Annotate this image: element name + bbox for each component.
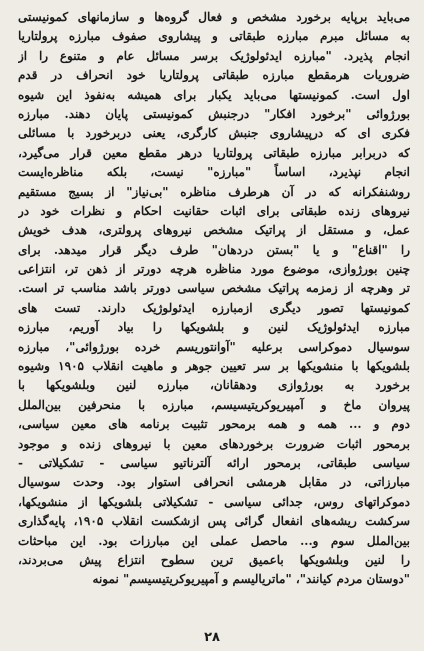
text-line: را لنین وبلشویکها باعمیق ترین سطوح انتزاع پیش می‌بردند، xyxy=(18,552,410,567)
text-line: انجام پذیرد. "مبارزه ایدئولوژیک برسر مسائل عام و متنوع را از xyxy=(18,48,410,63)
text-line: سیاسی طبقاتی، برمحور ارائه آلترناتیو سیاسی - تشکیلاتی - xyxy=(18,455,410,470)
text-line: مبارزه ایدئولوژیک لنین و بلشویکها را بیاد آوریم، مبارزه xyxy=(18,320,410,335)
text-line: پیروان ماخ و آمپیریوکریتیسیسم، مبارزه با منحرفین بین‌الملل xyxy=(18,397,410,412)
text-line: عمل، و مستقل از پراتیک مشخص نیروهای پرولتری، هدف خویش xyxy=(18,223,410,238)
text-line: که دربرابر مبارزه طبقاتی پرولتاریا درهر مقطع معین قرار می‌گیرد، xyxy=(18,145,410,160)
text-line: انجام نپذیرد، اساساً "مبارزه" نیست، بلکه مناظره‌ایست xyxy=(18,165,410,180)
text-line: "دوستان مردم کیانند"، "ماتریالیسم و آمپیریوکریتیسیسم" نمونه xyxy=(92,572,410,587)
text-line: به مسائل مبرم مبارزه طبقاتی و پیشاروی صفوف مبارزه پرولتاریا xyxy=(18,29,410,44)
text-line: بورژوائی "برخورد افکار" درجنبش کمونیستی پایان دهند. مبارزه xyxy=(18,106,410,121)
text-line: ضروریات هرمقطع مبارزه طبقاتی پرولتاریا خود انحراف در قدم xyxy=(18,68,410,83)
text-line: روشنفکرانه که در آن هرطرف مناظره "بی‌نیاز" از بسیج مستقیم xyxy=(18,184,410,199)
text-line: نیروهای زنده طبقاتی برای اثبات حقانیت احکام و نظرات خود در xyxy=(18,203,410,218)
text-line: فکری ای که درپیشاروی جنبش کارگری، یعنی دربرخورد با مسائلی xyxy=(18,126,410,141)
text-line: اول است. کمونیستها می‌باید یکبار برای همیشه به‌نفوذ این شیوه xyxy=(18,87,410,102)
page-number: ۲۸ xyxy=(204,630,220,645)
text-line: دموکراتهای روس، جدائی سیاسی - تشکیلاتی بلشویکها از منشویکها، xyxy=(18,494,410,509)
text-line: بلشویکها با منشویکها بر سر تعیین جوهر و ماهیت انقلاب ۱۹۰۵ وشیوه xyxy=(18,359,410,374)
text-line: تر وهرچه از زمزمه پراتیک مشخص سیاسی دورتر باشد مناسب تر است. xyxy=(18,281,410,296)
text-line: می‌باید برپایه برخورد مشخص و فعال گروه‌ها و سازمانهای کمونیستی xyxy=(18,10,410,24)
text-line: برخورد به بورژوازی ودهقانان، مبارزه لنین وبلشویکها با xyxy=(18,378,410,393)
text-line: سرکشت ریشه‌های انفعال گرائی پس ازشکست انقلاب ۱۹۰۵، پایه‌گذاری xyxy=(18,514,410,529)
text-line: بین‌الملل سوم و... ماحصل عملی این مبارزات بود. این مباحثات xyxy=(18,533,410,548)
text-line: را "اقناع" و یا "بستن دردهان" طرف دیگر قرار میدهد. برای xyxy=(18,242,410,257)
text-line: چنین بورژوازی، موضوع مورد مناظره هرچه دورتر از ذهن تر، انتزاعی xyxy=(18,262,410,277)
text-line: کمونیستها تصور دیگری ازمبارزه ایدئولوژیک دارند. تست های xyxy=(18,300,410,315)
text-line: مبارزاتی، در مقابل هرمشی انحرافی استوار بود. وحدت سوسیال xyxy=(18,475,410,490)
text-line: سوسیال دموکراسی برعلیه "آوانتوریسم خرده بورژوائی"، مبارزه xyxy=(18,339,410,354)
text-line: برمحور اثبات ضرورت برخوردهای معین با نیروهای زنده و موجود xyxy=(18,436,410,451)
text-line: دوم و ... همه و همه برمحور تثبیت برنامه های معین سیاسی، xyxy=(18,417,410,432)
body-text xyxy=(18,8,410,590)
